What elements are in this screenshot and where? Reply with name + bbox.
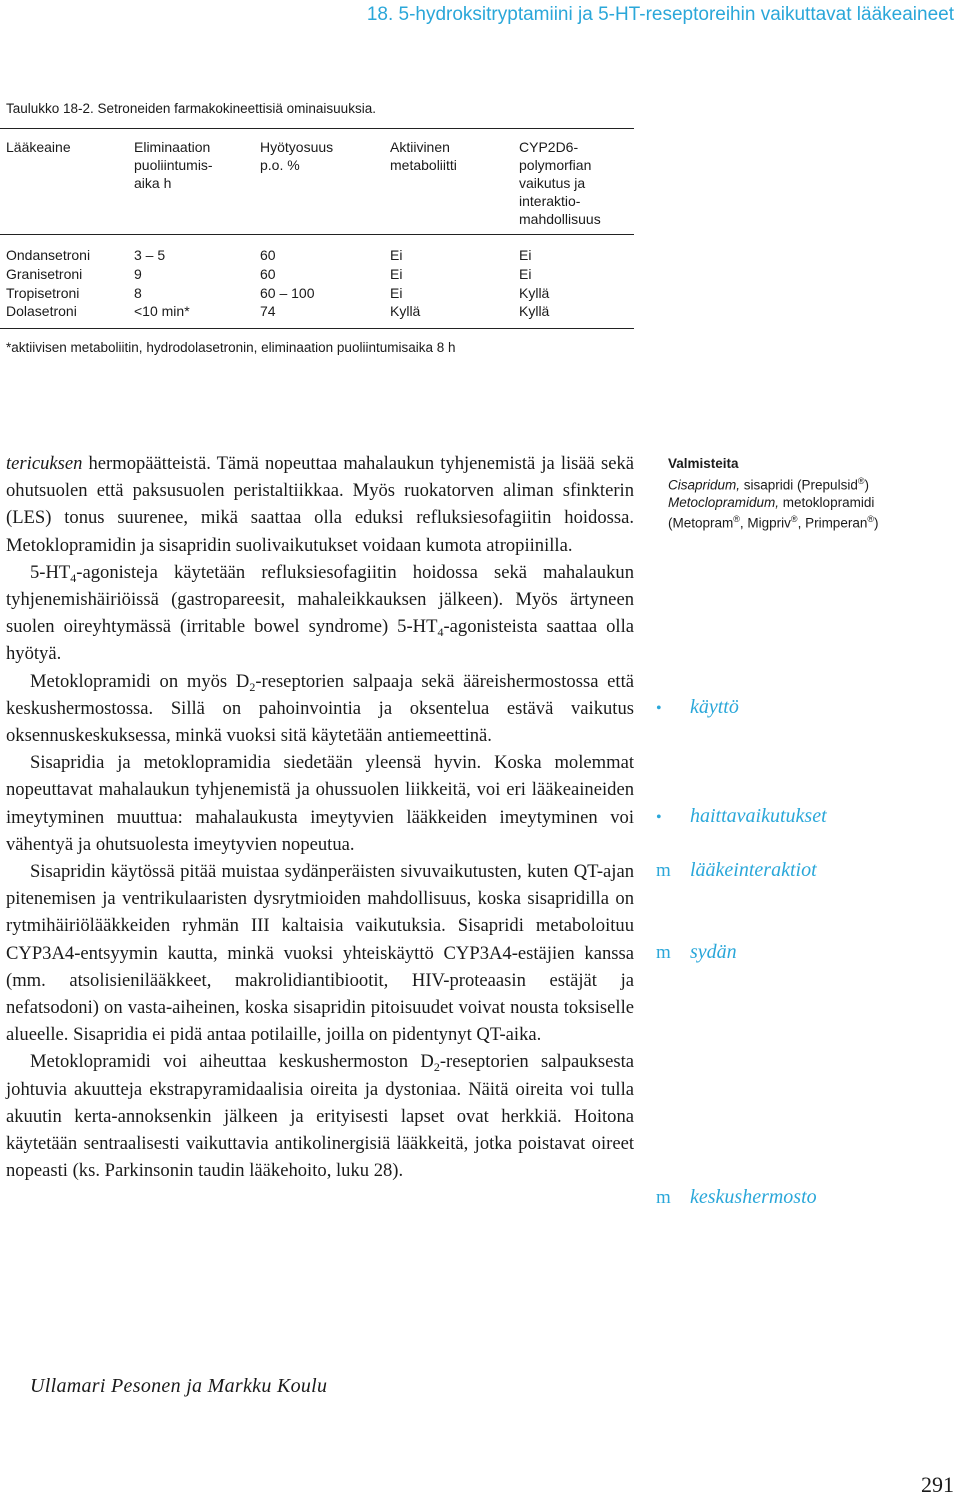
table-cell: Ondansetroni (6, 247, 91, 263)
table-cell: Ei (390, 266, 403, 282)
subscript: 2 (433, 1060, 440, 1075)
margin-note-keskushermosto (656, 1186, 817, 1209)
paragraph (6, 450, 634, 559)
table-cell: 60 (260, 247, 276, 263)
table-cell: Granisetroni (6, 266, 83, 282)
paragraph (6, 668, 634, 750)
table-header-drug: Lääkeaine (6, 139, 71, 155)
table-cell: 74 (260, 303, 276, 319)
table-footnote: *aktiivisen metaboliitin, hydrodolasetronin, eliminaation puoliintumisaika 8 h (6, 340, 456, 355)
registered-mark: ® (857, 475, 865, 486)
body-text (6, 450, 634, 1184)
preparation-text: (Metopram (668, 515, 734, 531)
table-header-bioavailability: Hyötyosuus p.o. % (260, 139, 334, 173)
table-caption: Taulukko 18-2. Setroneiden farmakokineettisiä ominaisuuksia. (6, 101, 376, 116)
paragraph: Sisapridia ja metoklopramidia siedetään yleensä hyvin. Koska molemmat nopeuttavat mahalaukun tyhjenemistä ja ohussuolen liikkeitä, voi eri lääkeaineiden imeytyminen muuttua: mahalaukusta imeytyvien lääkkeiden imeytyminen voi vähentyä ja ohutsuolesta imeytyvien nopeutua. (6, 752, 634, 855)
margin-note-kaytto (656, 696, 739, 719)
margin-note-text: keskushermosto (690, 1186, 817, 1208)
paragraph-text: Metoklopramidi voi aiheuttaa keskushermoston D (30, 1051, 434, 1073)
preparation-text: , Migpriv (739, 515, 791, 531)
table-cell: 60 – 100 (260, 285, 315, 301)
preparation-line (668, 511, 928, 532)
paragraph (6, 1048, 634, 1184)
table-header-active-metabolite: Aktiivinen metaboliitti (390, 139, 457, 173)
margin-note-text: sydän (690, 941, 737, 963)
table-cell: Ei (390, 285, 403, 301)
table-cell: 60 (260, 266, 276, 282)
latin-name: Metoclopramidum, (668, 494, 780, 510)
table-cell: 9 (134, 266, 142, 282)
table-cell: Tropisetroni (6, 285, 80, 301)
table-cell: 3 – 5 (134, 247, 166, 263)
margin-note-sydan (656, 941, 737, 964)
table-cell: Kyllä (390, 303, 421, 319)
registered-mark: ® (867, 514, 874, 524)
table-top-rule (0, 128, 634, 129)
registered-mark: ® (733, 514, 740, 524)
preparation-text: ) (873, 515, 879, 531)
registered-mark: ® (790, 514, 798, 524)
preparation-line (668, 473, 928, 494)
table-header-half-life: Eliminaation puoliintumis- aika h (134, 139, 213, 191)
paragraph-text: 5-HT (30, 561, 71, 583)
preparation-text: ) (864, 477, 869, 492)
table-cell: 8 (134, 285, 142, 301)
preparation-text: metoklopramidi (779, 494, 875, 510)
table-header-cyp2d6: CYP2D6- polymorfian vaikutus ja interaktio- mahdollisuus (519, 139, 601, 227)
bullet-icon: • (656, 809, 662, 826)
bullet-icon: • (656, 700, 662, 717)
preparation-text: sisapridi (Prepulsid (740, 477, 858, 492)
preparation-line (668, 494, 928, 512)
paragraph-text: Metoklopramidi on myös D (30, 670, 250, 692)
table-cell: <10 min* (134, 303, 190, 319)
paragraph: Sisapridin käytössä pitää muistaa sydänperäisten sivuvaikutusten, kuten QT-ajan pitenemisen ja ventrikulaaristen dysrytmioiden mahdollisuus, koska sisapridilla on rytmihäiriölääkkeiden ryhmän III kaltaisia vaikutuksia. Sisapridi metaboloituu CYP3A4-entsyymin kautta, minkä vuoksi yhteiskäyttö CYP3A4-estäjien kanssa (mm. atsolisienilääkkeet, makrolidiantibiootit, HIV-proteaasin estäjät ja nefatsodoni) on vasta-aiheinen, koska sisapridin pitoisuudet voivat nousta toksiselle alueelle. Sisapridia ei pidä antaa potilaille, joilla on pidentynyt QT-aika. (6, 861, 634, 1046)
table-cell: Dolasetroni (6, 303, 77, 319)
marker-icon: m (656, 942, 671, 963)
preparations-box (668, 455, 928, 532)
paragraph-text: -reseptorien salpauksesta johtuvia akuutteja ekstrapyramidaalisia oireita ja dystoniaa. Näitä oireita voi tulla akuutin kerta-annoksenkin jälkeen ja erityisesti lapset ovat herkkiä. Hoitona käytetään sentraalisesti vaikuttavia antikolinergisiä lääkkeitä, jotka poistavat oireet nopeasti (ks. Parkinsonin taudin lääkehoito, luku 28). (6, 1051, 634, 1182)
italic-term: tericuksen (6, 453, 83, 474)
subscript: 4 (70, 570, 77, 585)
table-cell: Kyllä (519, 285, 550, 301)
subscript: 2 (249, 679, 256, 694)
paragraph-text: hermopäätteistä. Tämä nopeuttaa mahalaukun tyhjenemistä ja lisää sekä ohutsuolen että paksusuolen peristaltiikkaa. Myös ruokatorven aliman sfinkterin (LES) tonus suurenee, mikä saattaa olla eduksi refluksiesofagiitin hoidossa. Metoklopramidin ja sisapridin suolivaikutukset voidaan kumota atropiinilla. (6, 453, 634, 556)
paragraph-text: -agonisteja käytetään refluksiesofagiitin hoidossa sekä mahalaukun tyhjenemishäiriöissä (gastropareesit, mahaleikkauksen jälkeen). Myös ärtyneen suolen oireyhtymässä (irritable bowel syndrome) 5-HT (6, 561, 634, 638)
table-cell: Ei (390, 247, 403, 263)
preparations-title: Valmisteita (668, 456, 739, 471)
margin-note-text: lääkeinteraktiot (690, 859, 817, 881)
authors: Ullamari Pesonen ja Markku Koulu (30, 1375, 328, 1397)
latin-name: Cisapridum, (668, 477, 741, 492)
paragraph-text: -reseptorien salpaaja sekä ääreishermostossa että keskushermostossa. Sillä on pahoinvointia ja oksentelua estävä vaikutus oksennuskeskuksessa, minkä vuoksi sitä käytetään antiemeettinä. (6, 670, 634, 747)
subscript: 4 (437, 625, 444, 640)
marker-icon: m (656, 1187, 671, 1208)
marker-icon: m (656, 860, 671, 881)
table-cell: Kyllä (519, 303, 550, 319)
margin-note-text: haittavaikutukset (690, 805, 827, 827)
margin-note-haittavaikutukset (656, 805, 827, 828)
margin-note-text: käyttö (690, 696, 739, 718)
table-bottom-rule (0, 328, 634, 329)
paragraph-text: -agonisteista saattaa olla hyötyä. (6, 616, 634, 665)
table-cell: Ei (519, 266, 532, 282)
paragraph (6, 559, 634, 668)
running-head: 18. 5-hydroksitryptamiini ja 5-HT-reseptoreihin vaikuttavat lääkeaineet (366, 4, 954, 25)
preparation-text: , Primperan (797, 515, 868, 531)
table-header-rule (0, 234, 634, 235)
table-cell: Ei (519, 247, 532, 263)
page-number: 291 (921, 1472, 954, 1497)
margin-note-laakeinteraktiot (656, 859, 817, 882)
